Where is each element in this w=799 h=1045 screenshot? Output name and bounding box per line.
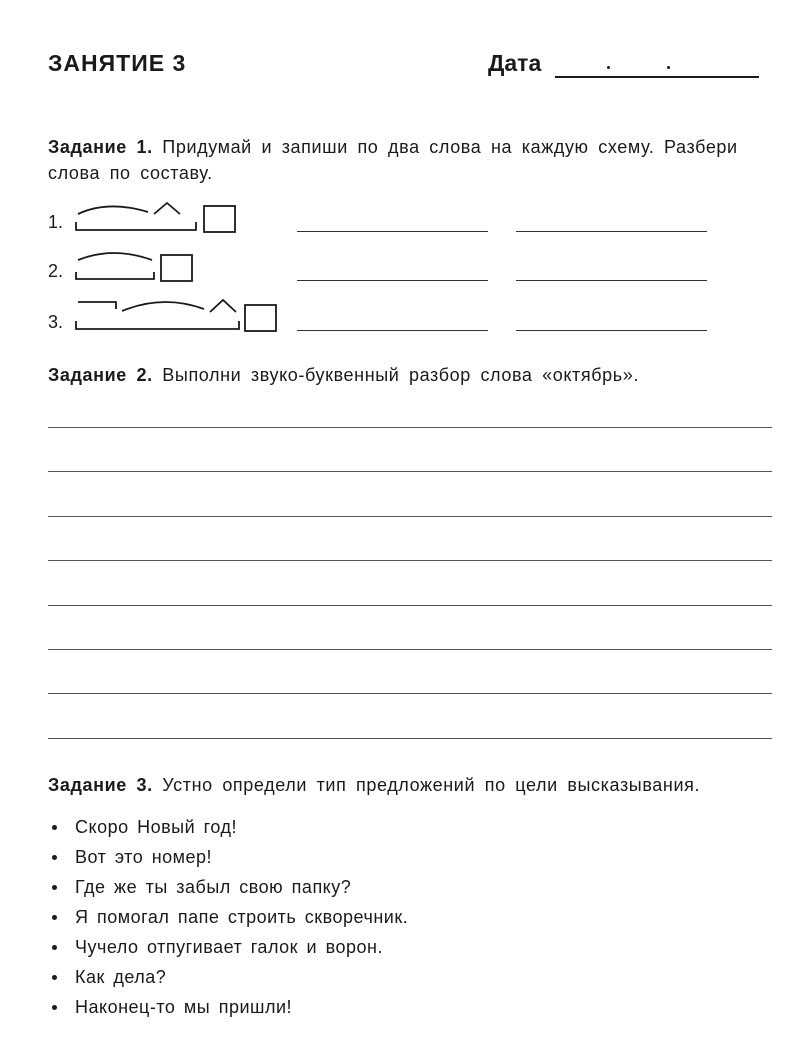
page-title: ЗАНЯТИЕ 3 bbox=[48, 50, 187, 76]
suffix-caret-icon bbox=[210, 300, 236, 312]
scheme-number: 2. bbox=[48, 261, 64, 281]
writing-line[interactable] bbox=[48, 471, 772, 472]
list-item bbox=[48, 812, 408, 842]
task3-label: Задание 3. bbox=[48, 775, 153, 795]
prefix-corner-icon bbox=[78, 302, 116, 309]
date-input-line[interactable] bbox=[555, 76, 759, 78]
list-item bbox=[48, 872, 408, 902]
scheme-number: 3. bbox=[48, 312, 64, 332]
answer-line[interactable] bbox=[297, 231, 488, 232]
root-arc-icon bbox=[78, 206, 148, 214]
answer-line[interactable] bbox=[297, 330, 488, 331]
word-scheme-2 bbox=[68, 250, 288, 290]
writing-line[interactable] bbox=[48, 738, 772, 739]
list-item bbox=[48, 962, 408, 992]
list-item bbox=[48, 992, 408, 1022]
answer-line[interactable] bbox=[297, 280, 488, 281]
root-arc-icon bbox=[78, 253, 152, 260]
sentence-list bbox=[48, 812, 408, 1022]
answer-line[interactable] bbox=[516, 280, 707, 281]
sentence-text: Я помогал папе строить скворечник. bbox=[75, 907, 409, 927]
ending-square-icon bbox=[245, 305, 276, 331]
writing-line[interactable] bbox=[48, 516, 772, 517]
task3-instructions bbox=[48, 772, 778, 798]
writing-line[interactable] bbox=[48, 649, 772, 650]
ending-square-icon bbox=[161, 255, 192, 281]
bullet-icon bbox=[52, 945, 57, 950]
task2-label: Задание 2. bbox=[48, 365, 153, 385]
scheme-row-3 bbox=[48, 297, 748, 337]
list-item bbox=[48, 932, 408, 962]
sentence-text: Вот это номер! bbox=[75, 847, 213, 867]
scheme-number: 1. bbox=[48, 212, 64, 232]
scheme-row-2 bbox=[48, 250, 748, 290]
sentence-text: Где же ты забыл свою папку? bbox=[75, 877, 352, 897]
word-scheme-3 bbox=[68, 297, 308, 337]
answer-line[interactable] bbox=[516, 231, 707, 232]
task2-text: Выполни звуко-буквенный разбор слова «октябрь». bbox=[162, 365, 639, 385]
bullet-icon bbox=[52, 855, 57, 860]
list-item bbox=[48, 902, 408, 932]
sentence-text: Как дела? bbox=[75, 967, 167, 987]
stem-bracket-icon bbox=[76, 321, 239, 329]
writing-line[interactable] bbox=[48, 427, 772, 428]
answer-line[interactable] bbox=[516, 330, 707, 331]
stem-bracket-icon bbox=[76, 222, 196, 230]
bullet-icon bbox=[52, 825, 57, 830]
task1-instructions bbox=[48, 134, 772, 186]
task1-text: Придумай и запиши по два слова на каждую схему. Разбери слова по составу. bbox=[48, 137, 738, 183]
writing-line[interactable] bbox=[48, 693, 772, 694]
list-item bbox=[48, 842, 408, 872]
task1-label: Задание 1. bbox=[48, 137, 153, 157]
sentence-text: Чучело отпугивает галок и ворон. bbox=[75, 937, 383, 957]
date-label: Дата bbox=[488, 50, 542, 76]
stem-bracket-icon bbox=[76, 272, 154, 279]
writing-line[interactable] bbox=[48, 560, 772, 561]
bullet-icon bbox=[52, 975, 57, 980]
writing-line[interactable] bbox=[48, 605, 772, 606]
task2-instructions bbox=[48, 362, 772, 388]
bullet-icon bbox=[52, 885, 57, 890]
suffix-caret-icon bbox=[154, 203, 180, 214]
sentence-text: Скоро Новый год! bbox=[75, 817, 237, 837]
bullet-icon bbox=[52, 915, 57, 920]
bullet-icon bbox=[52, 1005, 57, 1010]
scheme-row-1 bbox=[48, 200, 748, 240]
word-scheme-1 bbox=[68, 200, 288, 240]
sentence-text: Наконец-то мы пришли! bbox=[75, 997, 293, 1017]
ending-square-icon bbox=[204, 206, 235, 232]
root-arc-icon bbox=[122, 302, 204, 311]
task3-text: Устно определи тип предложений по цели высказывания. bbox=[162, 775, 701, 795]
date-separator-dot bbox=[667, 66, 670, 69]
date-separator-dot bbox=[607, 66, 610, 69]
